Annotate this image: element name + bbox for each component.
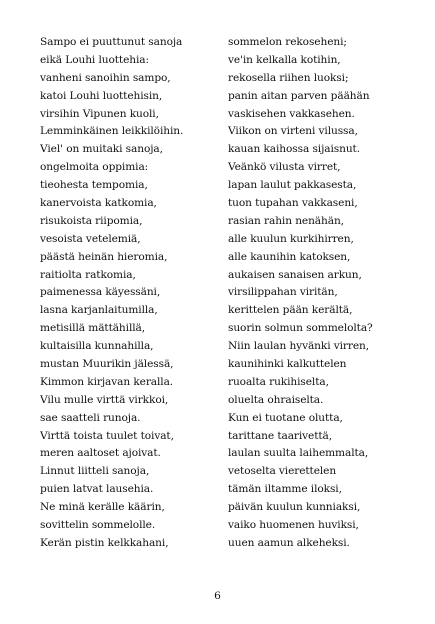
poem-line: vesoista vetelemiä, (40, 232, 141, 245)
poem-line: vetoselta vierettelen (228, 465, 337, 478)
poem-line: metisillä mättähillä, (40, 322, 146, 335)
page-number: 6 (214, 590, 221, 602)
poem-line: sae saatteli runoja. (40, 411, 141, 424)
poem-line: Linnut liitteli sanoja, (40, 465, 150, 478)
poem-line: Sampo ei puuttunut sanoja (40, 36, 183, 48)
poem-line: Vilu mulle virttä virkkoi, (40, 393, 169, 406)
poem-line: Kun ei tuotane olutta, (228, 411, 343, 424)
poem-line: alle kuulun kurkihirren, (228, 232, 354, 245)
poem-line: kultaisilla kunnahilla, (40, 340, 154, 353)
poem-line: sovittelin sommelolle. (40, 519, 156, 532)
poem-line: lapan laulut pakkasesta, (228, 179, 357, 192)
poem-line: tuon tupahan vakkaseni, (228, 197, 358, 210)
poem-line: Kerän pistin kelkkahani, (40, 536, 169, 549)
poem-line: Viel' on muitaki sanoja, (40, 143, 163, 156)
poem-line: päästä heinän hieromia, (40, 250, 168, 263)
poem-line: päivän kuulun kunniaksi, (228, 501, 361, 514)
poem-right-column (228, 34, 408, 553)
poem-line: risukoista riipomia, (40, 214, 143, 227)
poem-line: aukaisen sanaisen arkun, (228, 268, 362, 281)
poem-line: vaiko huomenen huviksi, (228, 519, 359, 532)
poem-line: laulan suulta laihemmalta, (228, 447, 369, 460)
poem-line: alle kaunihin katoksen, (228, 250, 351, 263)
poem-line: Niin laulan hyvänki virren, (228, 340, 370, 353)
poem-line: puien latvat lausehia. (40, 483, 154, 496)
poem-line: lasna karjanlaitumilla, (40, 304, 158, 317)
poem-line: eikä Louhi luottehia: (40, 53, 149, 66)
poem-line: Virttä toista tuulet toivat, (40, 429, 174, 442)
poem-line: Ne minä kerälle käärin, (40, 501, 165, 514)
poem-line: Lemminkäinen leikkilöihin. (40, 125, 184, 138)
poem-line: tämän iltamme iloksi, (228, 483, 342, 496)
poem-line: kauan kaihossa sijaisnut. (228, 143, 360, 156)
poem-line: paimenessa käyessäni, (40, 286, 161, 299)
poem-line: suorin solmun sommelolta? (228, 322, 373, 335)
poem-line: kerittelen pään kerältä, (228, 304, 353, 317)
poem-line: sommelon rekoseheni; (228, 36, 347, 48)
poem-left-column (40, 34, 225, 553)
poem-line: vaskisehen vakkasehen. (228, 107, 355, 120)
poem-line: virsilippahan viritän, (228, 286, 338, 299)
poem-line: meren aaltoset ajoivat. (40, 447, 161, 460)
poem-line: Viikon on virteni vilussa, (228, 125, 358, 138)
poem-line: raitiolta ratkomia, (40, 268, 136, 281)
poem-line: ongelmoita oppimia: (40, 161, 149, 174)
poem-line: Veänkö vilusta virret, (228, 161, 341, 174)
poem-line: Kimmon kirjavan keralla. (40, 375, 174, 388)
poem-line: tieohesta tempomia, (40, 179, 148, 192)
poem-line: mustan Muurikin jälessä, (40, 358, 174, 371)
poem-line: rekosella riihen luoksi; (228, 71, 349, 84)
poem-line: panin aitan parven päähän (228, 89, 370, 102)
poem-line: ve'in kelkalla kotihin, (228, 53, 341, 66)
poem-line: rasian rahin nenähän, (228, 214, 344, 227)
poem-line: ruoalta rukihiselta, (228, 375, 329, 388)
poem-line: kaunihinki kalkuttelen (228, 358, 347, 371)
poem-line: uuen aamun alkeheksi. (228, 536, 350, 549)
poem-line: vanheni sanoihin sampo, (40, 71, 171, 84)
poem-line: oluelta ohraiselta. (228, 393, 324, 406)
poem-line: virsihin Vipunen kuoli, (40, 107, 159, 120)
poem-line: kanervoista katkomia, (40, 197, 157, 210)
poem-line: tarittane taarivettä, (228, 429, 333, 442)
poem-line: katoi Louhi luottehisin, (40, 89, 163, 102)
